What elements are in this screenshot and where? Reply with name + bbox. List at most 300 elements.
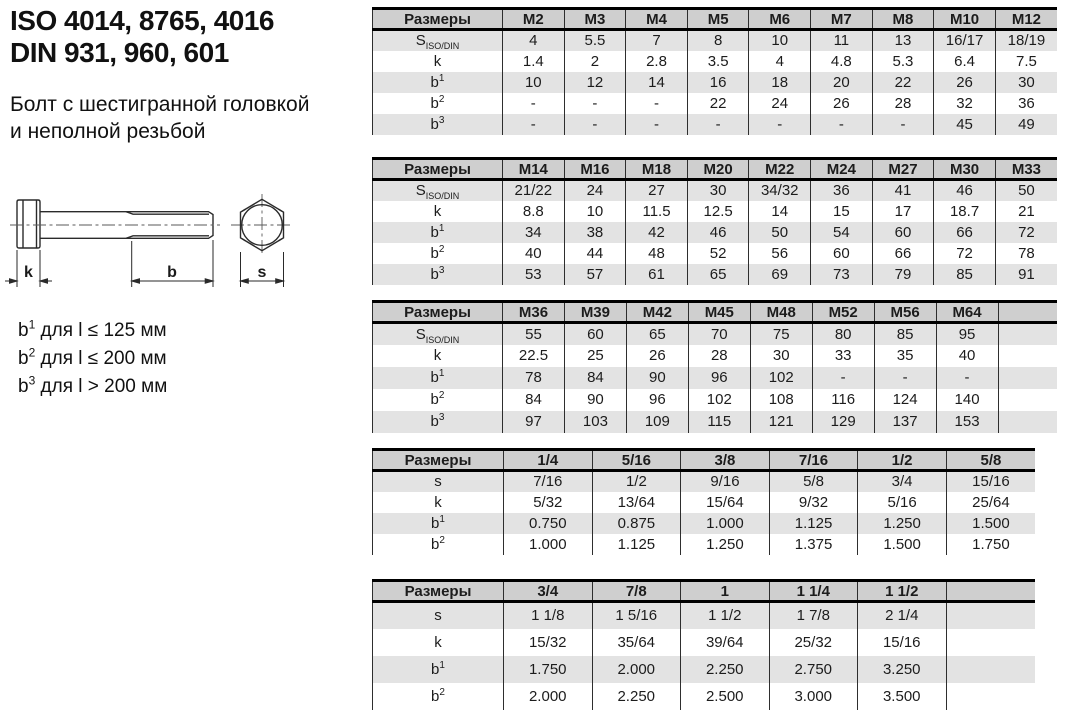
table-row [373, 180, 1058, 201]
dimension-table-2 [372, 157, 1057, 285]
row-label-superscript: 1 [439, 513, 445, 525]
dimension-cell: 49 [995, 114, 1057, 135]
dimension-cell: 10 [749, 30, 811, 51]
dimension-cell: 140 [936, 389, 998, 411]
dimension-cell: 28 [872, 93, 934, 114]
dimension-cell: 3.250 [858, 656, 947, 683]
note-b1-sup: 1 [28, 317, 36, 332]
row-label-base: b [430, 73, 439, 91]
dimension-cell: 17 [872, 201, 934, 222]
table-header-row [373, 159, 1058, 180]
note-b1 [18, 317, 167, 345]
dimension-cell: 7/16 [504, 471, 593, 492]
dimension-cell: - [503, 93, 565, 114]
row-label [373, 345, 503, 367]
empty-column-header [946, 581, 1035, 602]
dimension-cell: 41 [872, 180, 934, 201]
dimension-cell: 84 [564, 367, 626, 389]
dimension-cell: 24 [749, 93, 811, 114]
subtitle-line-2: и неполной резьбой [10, 120, 206, 143]
b-arrow-right [205, 279, 213, 283]
row-label-base: b [430, 94, 439, 112]
row-label-base: k [433, 347, 442, 364]
dimension-cell: 32 [934, 93, 996, 114]
empty-column-header [998, 302, 1057, 323]
dimension-cell: 30 [750, 345, 812, 367]
dimension-cell: 2.750 [769, 656, 858, 683]
row-label-base: b [430, 244, 439, 262]
dimension-cell: 52 [687, 243, 749, 264]
row-label [373, 534, 504, 555]
empty-cell [946, 656, 1035, 683]
size-column-header: M18 [626, 159, 688, 180]
dimension-cell: 13 [872, 30, 934, 51]
subtitle-line-1: Болт с шестигранной головкой [10, 93, 310, 116]
dimension-cell: 1.750 [946, 534, 1035, 555]
dimension-cell: 42 [626, 222, 688, 243]
size-column-header: 7/16 [769, 450, 858, 471]
dimension-cell: 30 [687, 180, 749, 201]
row-label-superscript: 3 [438, 264, 445, 276]
page-subtitle [10, 91, 309, 145]
row-label-base: b [430, 115, 439, 133]
dimension-cell: 5/32 [504, 492, 593, 513]
dimension-cell: 2.000 [592, 656, 681, 683]
size-column-header: M30 [934, 159, 996, 180]
dimension-cell: 33 [812, 345, 874, 367]
dimension-cell: 65 [687, 264, 749, 285]
dimension-cell: - [811, 114, 873, 135]
dimension-cell: 46 [687, 222, 749, 243]
dimension-cell: 121 [750, 411, 812, 433]
size-column-header: 1 [681, 581, 770, 602]
dimension-cell: 15/64 [681, 492, 770, 513]
k-arrow-left [10, 279, 18, 283]
dimension-cell: 53 [503, 264, 565, 285]
dimension-cell: 1.250 [858, 513, 947, 534]
dimension-cell: 79 [872, 264, 934, 285]
dimension-cell: 80 [812, 323, 874, 345]
dimension-cell: 15/16 [946, 471, 1035, 492]
row-label-base: k [433, 52, 442, 70]
row-label [373, 323, 503, 345]
table-row [373, 389, 1058, 411]
dimension-cell: 1 1/2 [681, 602, 770, 629]
dimension-cell: 35/64 [592, 629, 681, 656]
dimension-cell: 1.375 [769, 534, 858, 555]
dimension-cell: 15/32 [504, 629, 593, 656]
dimension-cell: 103 [564, 411, 626, 433]
dimension-cell: 70 [688, 323, 750, 345]
row-label-superscript: 3 [438, 412, 445, 423]
row-label-base: b [430, 223, 439, 241]
table-corner-label: Размеры [373, 302, 503, 323]
table-row [373, 683, 1036, 710]
dimension-cell: - [687, 114, 749, 135]
note-b3-symbol: b [18, 376, 29, 397]
row-label-base: b [431, 660, 440, 678]
dimension-cell: 75 [750, 323, 812, 345]
dimension-cell: 27 [626, 180, 688, 201]
dimension-cell: 2.000 [504, 683, 593, 710]
dimension-cell: 21/22 [503, 180, 565, 201]
dimension-cell: 22 [687, 93, 749, 114]
dimension-cell: 2.8 [626, 51, 688, 72]
dimension-cell: 102 [688, 389, 750, 411]
size-column-header: M36 [503, 302, 565, 323]
thread-length-notes [18, 317, 167, 401]
dimension-cell: 25/32 [769, 629, 858, 656]
dimension-cell: 28 [688, 345, 750, 367]
size-column-header: M2 [503, 9, 565, 30]
size-column-header: 5/8 [946, 450, 1035, 471]
size-column-header: 1/2 [858, 450, 947, 471]
dimension-cell: 60 [564, 323, 626, 345]
dimension-cell: - [564, 93, 626, 114]
row-label-base: k [434, 633, 442, 651]
row-label-superscript: 1 [439, 659, 445, 671]
row-label [373, 264, 503, 285]
dimension-cell: 38 [564, 222, 626, 243]
dimension-cell: 1.500 [858, 534, 947, 555]
size-column-header: M16 [564, 159, 626, 180]
empty-cell [946, 629, 1035, 656]
dimension-cell: 5.3 [872, 51, 934, 72]
table-row [373, 264, 1058, 285]
size-column-header: M56 [874, 302, 936, 323]
row-label [373, 243, 503, 264]
empty-cell [946, 683, 1035, 710]
dimension-cell: 72 [995, 222, 1057, 243]
dimension-cell: - [626, 114, 688, 135]
dimension-cell: 109 [626, 411, 688, 433]
dimension-cell: 8.8 [503, 201, 565, 222]
dimension-cell: 45 [934, 114, 996, 135]
row-label [373, 51, 503, 72]
row-label-superscript: 2 [439, 686, 445, 698]
dimension-cell: 14 [626, 72, 688, 93]
dimension-cell: 65 [626, 323, 688, 345]
size-column-header: M22 [749, 159, 811, 180]
dimension-cell: 3.000 [769, 683, 858, 710]
empty-cell [998, 367, 1057, 389]
dimension-cell: 3.500 [858, 683, 947, 710]
dimension-cell: 90 [564, 389, 626, 411]
dimension-cell: 73 [811, 264, 873, 285]
note-b2 [18, 345, 167, 373]
note-b1-text: для l ≤ 125 мм [35, 320, 167, 341]
dimension-cell: 2.250 [681, 656, 770, 683]
row-label-superscript: 1 [438, 368, 445, 379]
dimension-cell: 1 7/8 [769, 602, 858, 629]
dimension-cell: 50 [749, 222, 811, 243]
size-column-header: M8 [872, 9, 934, 30]
table-row [373, 243, 1058, 264]
dimension-cell: 9/16 [681, 471, 770, 492]
dimension-cell: - [812, 367, 874, 389]
row-label-subscript: ISO/DIN [425, 41, 460, 51]
dimension-cell: 85 [874, 323, 936, 345]
dimension-cell: 1 5/16 [592, 602, 681, 629]
dimension-cell: 55 [503, 323, 565, 345]
row-label-base: s [434, 607, 442, 625]
size-column-header: 7/8 [592, 581, 681, 602]
size-column-header: M10 [934, 9, 996, 30]
row-label [373, 72, 503, 93]
dimension-cell: - [564, 114, 626, 135]
table-row [373, 222, 1058, 243]
row-label [373, 602, 504, 629]
table-row [373, 201, 1058, 222]
dimension-cell: 44 [564, 243, 626, 264]
dimension-cell: 95 [936, 323, 998, 345]
dimension-cell: 14 [749, 201, 811, 222]
table-row [373, 602, 1036, 629]
dimension-cell: 5.5 [564, 30, 626, 51]
dimension-cell: 21 [995, 201, 1057, 222]
dimension-cell: 34 [503, 222, 565, 243]
note-b1-symbol: b [18, 320, 29, 341]
table-row [373, 629, 1036, 656]
size-column-header: M27 [872, 159, 934, 180]
size-column-header: M7 [811, 9, 873, 30]
dimension-cell: 124 [874, 389, 936, 411]
size-column-header: 1 1/2 [858, 581, 947, 602]
dimension-cell: 5/16 [858, 492, 947, 513]
table-row [373, 513, 1036, 534]
s-dimension-label: s [257, 264, 267, 281]
dimension-cell: 8 [687, 30, 749, 51]
row-label-base: k [433, 202, 442, 220]
dimension-cell: 10 [503, 72, 565, 93]
empty-cell [946, 602, 1035, 629]
dimension-cell: 20 [811, 72, 873, 93]
row-label-base: S [415, 32, 426, 50]
dimension-cell: 115 [688, 411, 750, 433]
note-b2-symbol: b [18, 348, 29, 369]
size-column-header: 1 1/4 [769, 581, 858, 602]
table-row [373, 51, 1058, 72]
row-label-superscript: 2 [438, 93, 445, 105]
hex-corner-tick-bl [242, 239, 246, 241]
dimension-cell: 48 [626, 243, 688, 264]
dimension-cell: 102 [750, 367, 812, 389]
size-column-header: M42 [626, 302, 688, 323]
table-row [373, 30, 1058, 51]
row-label [373, 411, 503, 433]
dimension-cell: 96 [626, 389, 688, 411]
dimension-cell: 50 [995, 180, 1057, 201]
row-label [373, 114, 503, 135]
title-iso-line: ISO 4014, 8765, 4016 [10, 5, 274, 36]
title-din-line: DIN 931, 960, 601 [10, 37, 229, 68]
row-label [373, 471, 504, 492]
row-label-base: b [431, 535, 440, 553]
dimension-cell: 4 [749, 51, 811, 72]
row-label [373, 367, 503, 389]
dimension-cell: 1.4 [503, 51, 565, 72]
row-label [373, 201, 503, 222]
size-column-header: M5 [687, 9, 749, 30]
table-row [373, 345, 1058, 367]
dimension-cell: 7 [626, 30, 688, 51]
note-b2-text: для l ≤ 200 мм [35, 348, 167, 369]
row-label-base: b [430, 413, 439, 430]
dimension-cell: 78 [995, 243, 1057, 264]
row-label-base: b [431, 687, 440, 705]
row-label-subscript: ISO/DIN [425, 334, 460, 345]
dimension-cell: 15 [811, 201, 873, 222]
dimension-cell: 34/32 [749, 180, 811, 201]
dimension-cell: 26 [934, 72, 996, 93]
dimension-cell: 22.5 [503, 345, 565, 367]
dimension-cell: 36 [995, 93, 1057, 114]
row-label-base: k [434, 493, 442, 511]
dimension-cell: 2.500 [681, 683, 770, 710]
dimension-cell: 6.4 [934, 51, 996, 72]
dimension-cell: - [626, 93, 688, 114]
dimension-cell: - [503, 114, 565, 135]
size-column-header: M20 [687, 159, 749, 180]
dimension-cell: 36 [811, 180, 873, 201]
table-row [373, 114, 1058, 135]
size-column-header: M39 [564, 302, 626, 323]
table-header-row [373, 9, 1058, 30]
row-label [373, 656, 504, 683]
dimension-cell: 96 [688, 367, 750, 389]
bolt-technical-drawing [0, 190, 320, 300]
dimension-cell: 3/4 [858, 471, 947, 492]
dimension-cell: 97 [503, 411, 565, 433]
dimension-table-3 [372, 300, 1057, 433]
table-header-row [373, 450, 1036, 471]
size-column-header: M52 [812, 302, 874, 323]
dimension-cell: 129 [812, 411, 874, 433]
dimension-cell: 137 [874, 411, 936, 433]
row-label-base: b [431, 514, 440, 532]
row-label-base: S [415, 182, 426, 200]
dimension-cell: 4.8 [811, 51, 873, 72]
dimension-cell: 0.875 [592, 513, 681, 534]
row-label [373, 389, 503, 411]
dimension-cell: 108 [750, 389, 812, 411]
dimension-cell: 10 [564, 201, 626, 222]
dimension-table-4 [372, 448, 1035, 555]
s-arrow-right [276, 279, 284, 283]
table-header-row [373, 581, 1036, 602]
dimension-cell: 15/16 [858, 629, 947, 656]
dimension-cell: 60 [872, 222, 934, 243]
dimension-cell: 39/64 [681, 629, 770, 656]
dimension-cell: 35 [874, 345, 936, 367]
dimension-cell: 9/32 [769, 492, 858, 513]
k-arrow-right [40, 279, 48, 283]
dimension-cell: - [872, 114, 934, 135]
dimension-cell: 1.000 [681, 513, 770, 534]
table-row [373, 367, 1058, 389]
dimension-cell: 57 [564, 264, 626, 285]
row-label [373, 629, 504, 656]
dimension-cell: 2.250 [592, 683, 681, 710]
row-label-superscript: 2 [439, 534, 445, 546]
dimension-cell: 1/2 [592, 471, 681, 492]
dimension-cell: 18.7 [934, 201, 996, 222]
table-row [373, 492, 1036, 513]
dimension-cell: 1.125 [769, 513, 858, 534]
dimension-cell: 5/8 [769, 471, 858, 492]
size-column-header: M64 [936, 302, 998, 323]
table-row [373, 534, 1036, 555]
size-column-header: M14 [503, 159, 565, 180]
size-column-header: 3/8 [681, 450, 770, 471]
dimension-cell: 61 [626, 264, 688, 285]
dimension-cell: 72 [934, 243, 996, 264]
table-row [373, 323, 1058, 345]
dimension-cell: 1 1/8 [504, 602, 593, 629]
dimension-cell: 2 [564, 51, 626, 72]
row-label-base: b [430, 369, 439, 386]
dimension-cell: 16/17 [934, 30, 996, 51]
page-title [10, 5, 274, 69]
dimension-cell: 69 [749, 264, 811, 285]
dimension-cell: 7.5 [995, 51, 1057, 72]
dimension-cell: - [749, 114, 811, 135]
dimension-cell: 22 [872, 72, 934, 93]
table-corner-label: Размеры [373, 581, 504, 602]
row-label [373, 492, 504, 513]
dimension-cell: 46 [934, 180, 996, 201]
dimension-cell: 66 [872, 243, 934, 264]
row-label-base: s [434, 473, 442, 491]
size-column-header: 1/4 [504, 450, 593, 471]
row-label-superscript: 3 [438, 114, 445, 126]
dimension-cell: - [874, 367, 936, 389]
size-column-header: M33 [995, 159, 1057, 180]
empty-cell [998, 389, 1057, 411]
row-label [373, 180, 503, 201]
hex-corner-tick-br [279, 239, 283, 241]
dimension-cell: 26 [811, 93, 873, 114]
dimension-cell: 1.000 [504, 534, 593, 555]
size-column-header: M4 [626, 9, 688, 30]
row-label [373, 93, 503, 114]
dimension-cell: 30 [995, 72, 1057, 93]
table-corner-label: Размеры [373, 9, 503, 30]
row-label-superscript: 2 [438, 243, 445, 255]
dimension-cell: 91 [995, 264, 1057, 285]
dimension-cell: 13/64 [592, 492, 681, 513]
dimension-cell: 0.750 [504, 513, 593, 534]
row-label [373, 30, 503, 51]
row-label [373, 222, 503, 243]
dimension-cell: 12.5 [687, 201, 749, 222]
dimension-cell: 24 [564, 180, 626, 201]
note-b3-sup: 3 [28, 373, 36, 388]
dimension-cell: 66 [934, 222, 996, 243]
dimension-cell: 3.5 [687, 51, 749, 72]
dimension-cell: 1.750 [504, 656, 593, 683]
dimension-cell: 11 [811, 30, 873, 51]
dimension-cell: 1.125 [592, 534, 681, 555]
row-label-base: S [415, 325, 426, 343]
dimension-cell: 18/19 [995, 30, 1057, 51]
hex-corner-tick-tl [242, 209, 246, 211]
dimension-cell: 153 [936, 411, 998, 433]
dimension-cell: 1.250 [681, 534, 770, 555]
table-row [373, 411, 1058, 433]
row-label-base: b [430, 391, 439, 408]
size-column-header: M48 [750, 302, 812, 323]
